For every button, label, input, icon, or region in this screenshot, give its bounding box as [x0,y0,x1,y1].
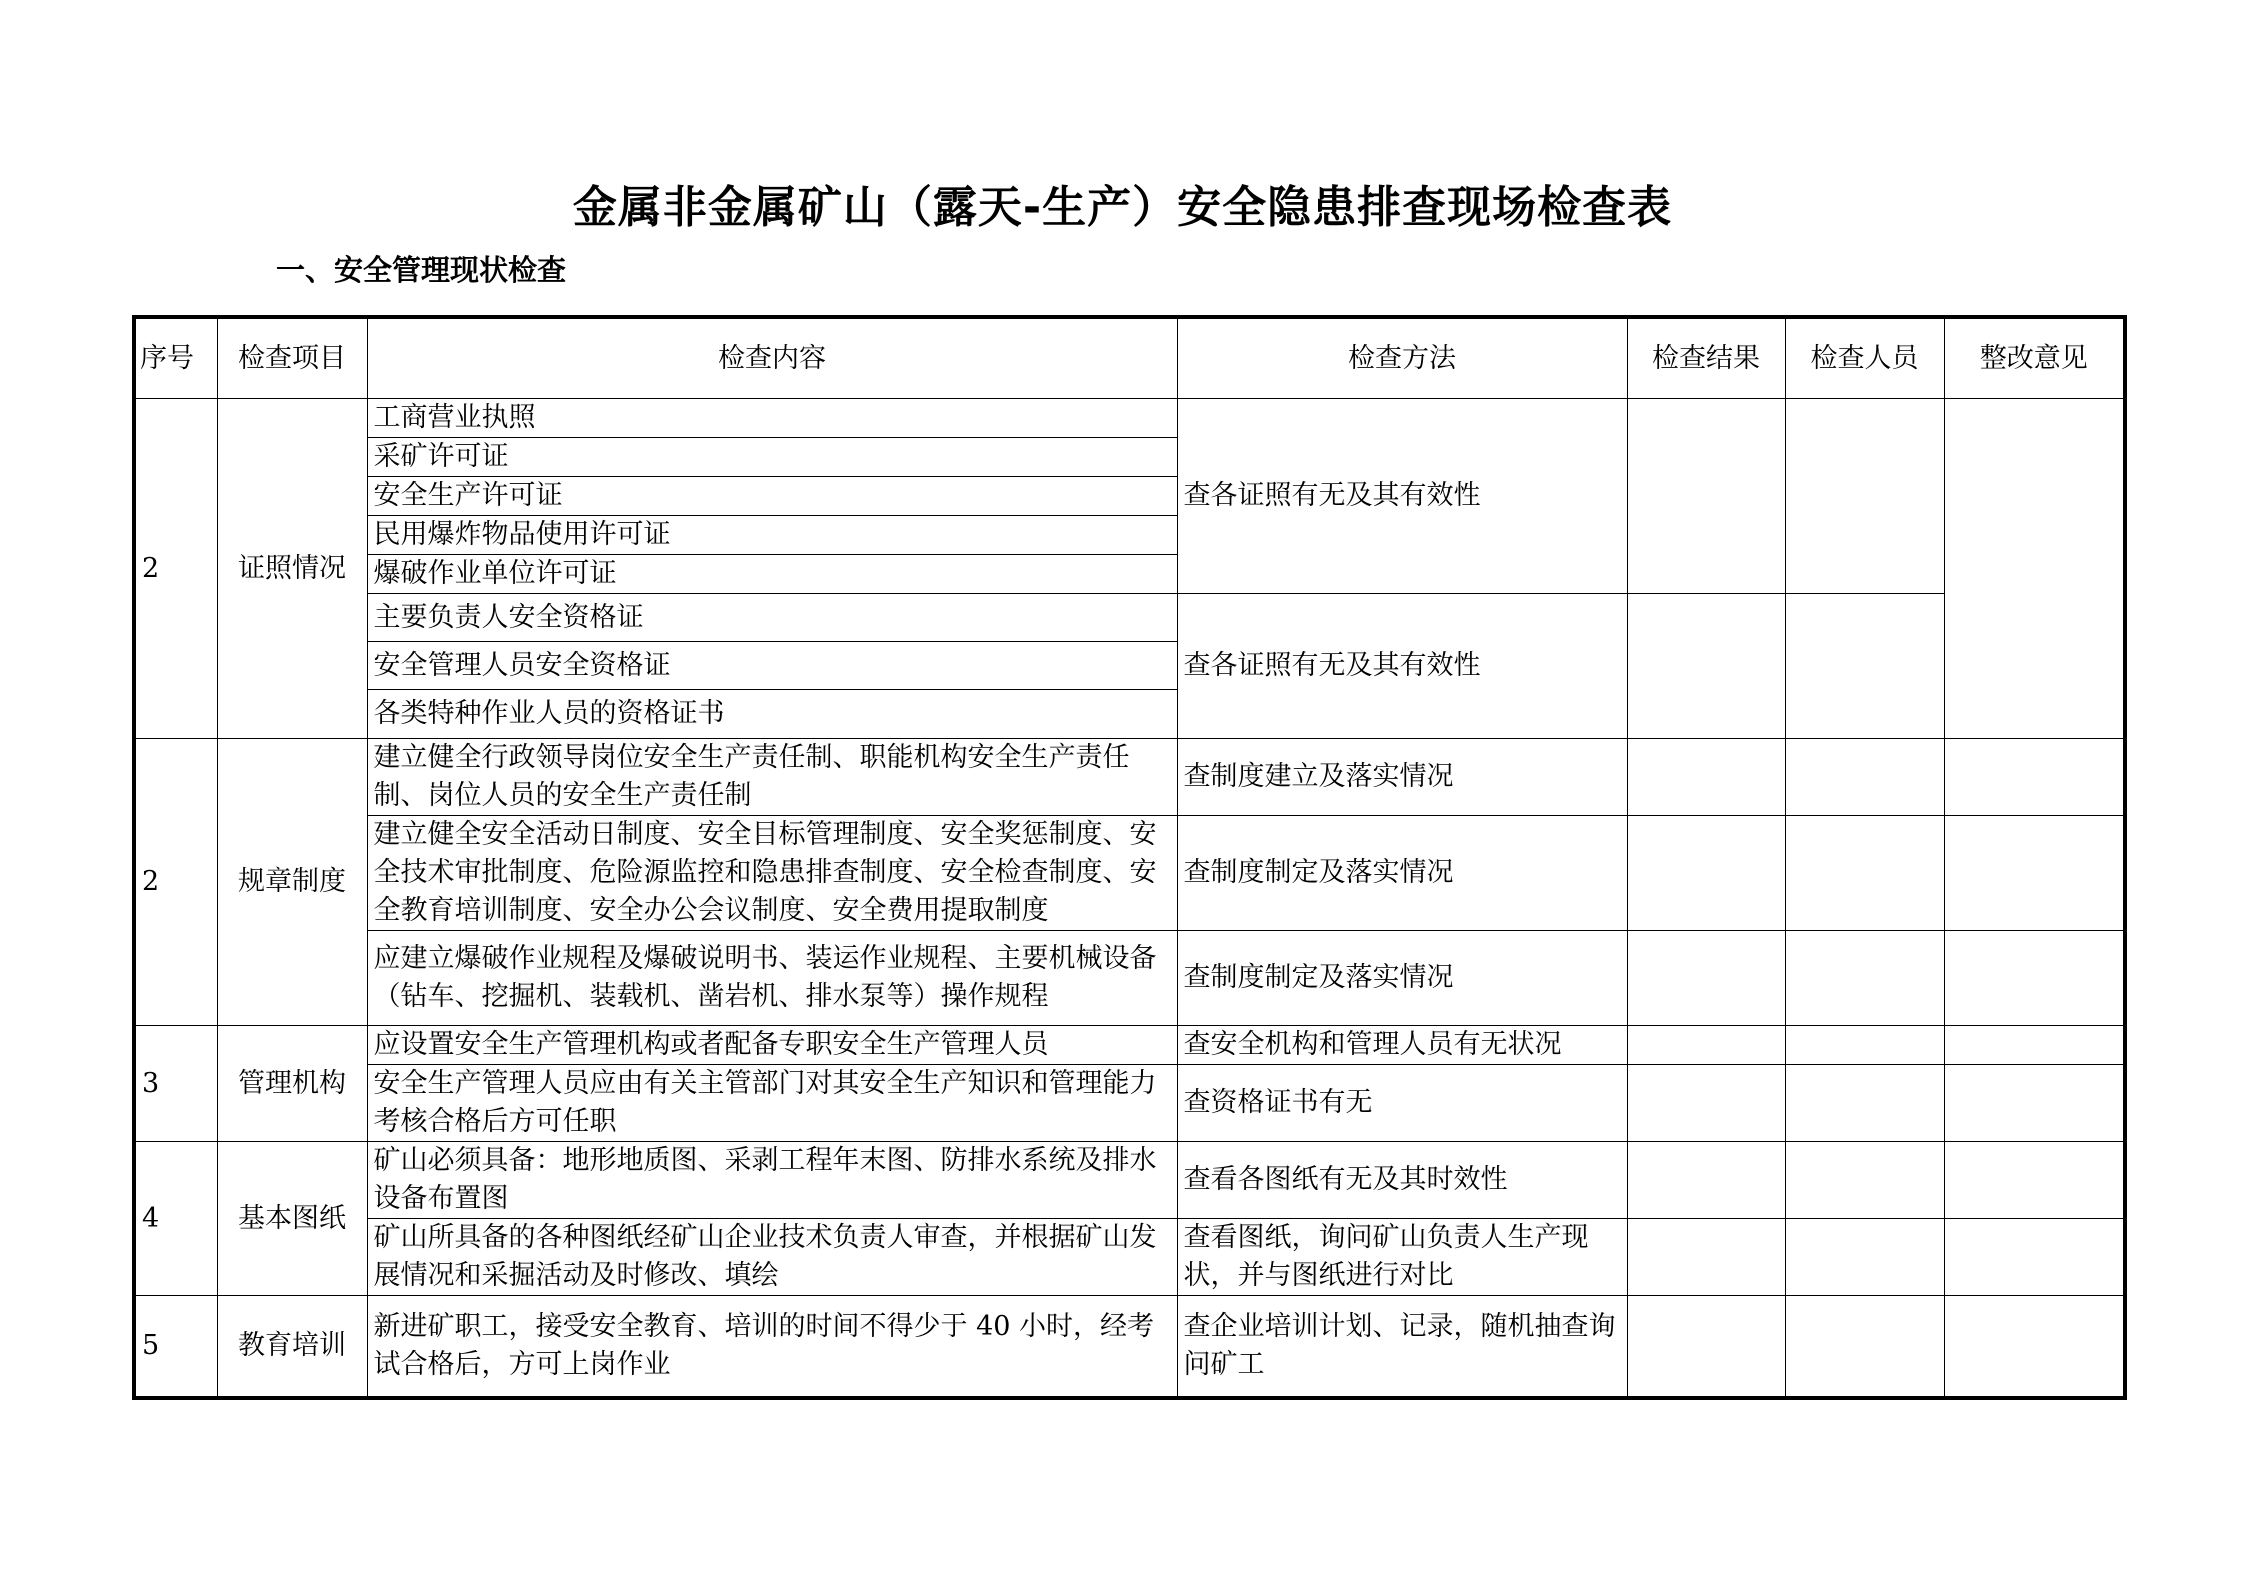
table-row [134,931,2125,1026]
row-content: 采矿许可证 [367,438,1177,477]
row-item: 基本图纸 [217,1142,367,1296]
inspector-cell[interactable] [1785,816,1944,931]
opinion-cell[interactable] [1944,1142,2125,1219]
row-content: 爆破作业单位许可证 [367,555,1177,594]
opinion-cell[interactable] [1944,399,2125,739]
row-method: 查制度建立及落实情况 [1177,739,1627,816]
table-row [134,399,2125,438]
row-content: 建立健全安全活动日制度、安全目标管理制度、安全奖惩制度、安全技术审批制度、危险源监控和隐患排查制度、安全检查制度、安全教育培训制度、安全办公会议制度、安全费用提取制度 [367,816,1177,931]
row-method: 查看各图纸有无及其时效性 [1177,1142,1627,1219]
inspector-cell[interactable] [1785,1219,1944,1296]
result-cell[interactable] [1627,1142,1785,1219]
row-content: 安全生产许可证 [367,477,1177,516]
header-method: 检查方法 [1177,317,1627,399]
row-item: 规章制度 [217,739,367,1026]
row-content: 建立健全行政领导岗位安全生产责任制、职能机构安全生产责任制、岗位人员的安全生产责任制 [367,739,1177,816]
header-opinion: 整改意见 [1944,317,2125,399]
result-cell[interactable] [1627,1026,1785,1065]
table-row [134,816,2125,931]
opinion-cell[interactable] [1944,1065,2125,1142]
opinion-cell[interactable] [1944,931,2125,1026]
result-cell[interactable] [1627,816,1785,931]
header-result: 检查结果 [1627,317,1785,399]
row-method: 查资格证书有无 [1177,1065,1627,1142]
table-row [134,1219,2125,1296]
row-seq: 4 [134,1142,217,1296]
table-row [134,1142,2125,1219]
result-cell[interactable] [1627,739,1785,816]
row-content: 新进矿职工，接受安全教育、培训的时间不得少于 40 小时，经考试合格后，方可上岗作业 [367,1296,1177,1399]
inspector-cell[interactable] [1785,594,1944,739]
header-inspector: 检查人员 [1785,317,1944,399]
inspector-cell[interactable] [1785,1026,1944,1065]
section-heading: 一、安全管理现状检查 [276,253,567,287]
inspector-cell[interactable] [1785,1142,1944,1219]
row-method: 查企业培训计划、记录，随机抽查询问矿工 [1177,1296,1627,1399]
row-content: 矿山所具备的各种图纸经矿山企业技术负责人审查，并根据矿山发展情况和采掘活动及时修改、填绘 [367,1219,1177,1296]
row-content: 民用爆炸物品使用许可证 [367,516,1177,555]
row-method: 查各证照有无及其有效性 [1177,594,1627,739]
header-content: 检查内容 [367,317,1177,399]
header-item: 检查项目 [217,317,367,399]
row-content: 主要负责人安全资格证 [367,594,1177,642]
row-content: 矿山必须具备：地形地质图、采剥工程年末图、防排水系统及排水设备布置图 [367,1142,1177,1219]
row-method: 查制度制定及落实情况 [1177,816,1627,931]
table-row [134,1065,2125,1142]
result-cell[interactable] [1627,399,1785,594]
row-content: 工商营业执照 [367,399,1177,438]
row-content: 应设置安全生产管理机构或者配备专职安全生产管理人员 [367,1026,1177,1065]
table-row [134,594,2125,642]
opinion-cell[interactable] [1944,1296,2125,1399]
result-cell[interactable] [1627,594,1785,739]
result-cell[interactable] [1627,931,1785,1026]
row-content: 安全管理人员安全资格证 [367,642,1177,690]
row-content: 各类特种作业人员的资格证书 [367,690,1177,739]
document-title: 金属非金属矿山（露天-生产）安全隐患排查现场检查表 [572,182,1673,233]
table-row [134,1296,2125,1399]
table-row [134,739,2125,816]
row-method: 查制度制定及落实情况 [1177,931,1627,1026]
result-cell[interactable] [1627,1296,1785,1399]
inspector-cell[interactable] [1785,399,1944,594]
table-row [134,1026,2125,1065]
row-seq: 2 [134,399,217,739]
opinion-cell[interactable] [1944,1026,2125,1065]
row-item: 管理机构 [217,1026,367,1142]
inspector-cell[interactable] [1785,1065,1944,1142]
inspector-cell[interactable] [1785,1296,1944,1399]
result-cell[interactable] [1627,1065,1785,1142]
opinion-cell[interactable] [1944,1219,2125,1296]
header-seq: 序号 [134,317,217,399]
row-content: 应建立爆破作业规程及爆破说明书、装运作业规程、主要机械设备（钻车、挖掘机、装载机、凿岩机、排水泵等）操作规程 [367,931,1177,1026]
inspection-table [132,315,2127,1400]
inspector-cell[interactable] [1785,931,1944,1026]
row-seq: 3 [134,1026,217,1142]
table-header-row [134,317,2125,399]
row-seq: 5 [134,1296,217,1399]
result-cell[interactable] [1627,1219,1785,1296]
opinion-cell[interactable] [1944,739,2125,816]
row-method: 查看图纸，询问矿山负责人生产现状，并与图纸进行对比 [1177,1219,1627,1296]
row-method: 查安全机构和管理人员有无状况 [1177,1026,1627,1065]
inspector-cell[interactable] [1785,739,1944,816]
row-seq: 2 [134,739,217,1026]
row-item: 证照情况 [217,399,367,739]
opinion-cell[interactable] [1944,816,2125,931]
row-item: 教育培训 [217,1296,367,1399]
row-method: 查各证照有无及其有效性 [1177,399,1627,594]
row-content: 安全生产管理人员应由有关主管部门对其安全生产知识和管理能力考核合格后方可任职 [367,1065,1177,1142]
